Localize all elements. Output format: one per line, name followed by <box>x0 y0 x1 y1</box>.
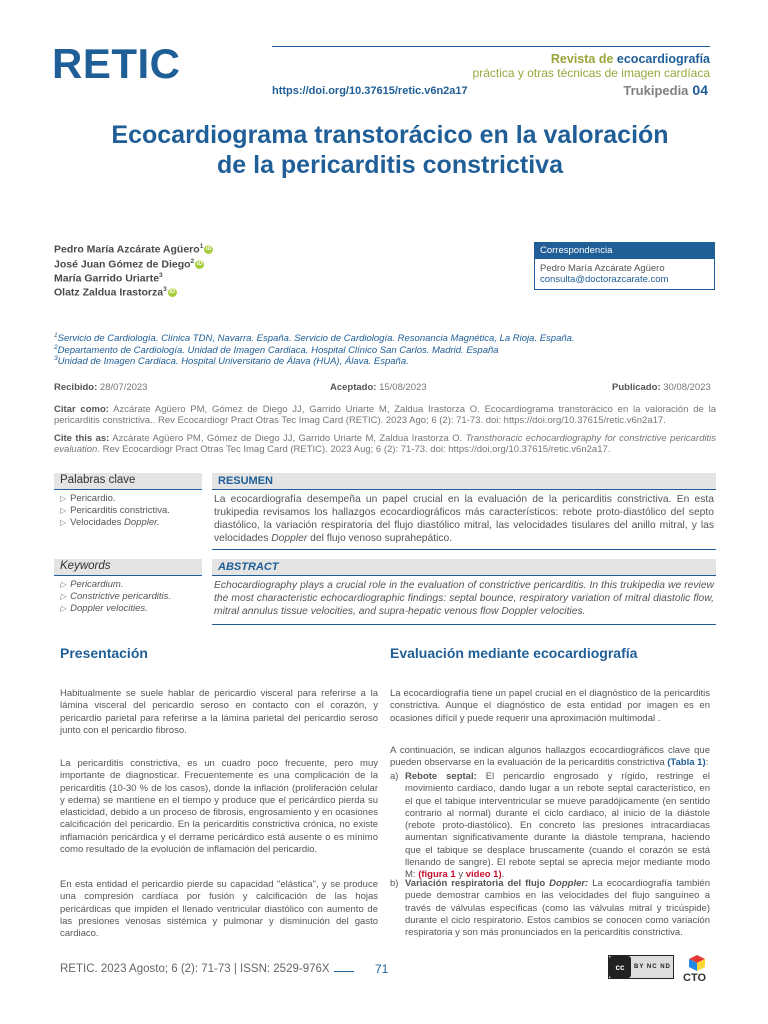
triangle-bullet-icon: ▷ <box>60 580 67 589</box>
author-name: María Garrido Uriarte <box>54 272 160 285</box>
title-line-1: Ecocardiograma transtorácico en la valoración <box>111 121 669 149</box>
resumen-header: RESUMEN <box>212 473 716 490</box>
author-name: Pedro María Azcárate Agüero <box>54 243 200 256</box>
cite-en-text: Azcárate Agüero PM, Gómez de Diego JJ, Garrido Uriarte M, Zaldua Irastorza O. <box>112 433 466 444</box>
p2-colon: : <box>705 757 709 769</box>
triangle-bullet-icon: ▷ <box>60 604 67 613</box>
author-2 <box>54 258 204 271</box>
resumen-rule <box>212 549 716 550</box>
cite-spanish <box>54 404 716 426</box>
list-marker-b: b) <box>390 878 399 889</box>
footer-citation: RETIC. 2023 Agosto; 6 (2): 71-73 | ISSN: 2529-976X <box>60 963 330 975</box>
journal-title <box>551 52 710 66</box>
author-4 <box>54 286 177 299</box>
journal-name: ecocardiografía <box>616 52 710 66</box>
list-marker-a: a) <box>390 771 399 782</box>
right-paragraph-2 <box>390 745 710 770</box>
heading-presentacion: Presentación <box>60 645 148 661</box>
cite-en-title: Transthoracic echocardiography for constrictive pericarditis evaluation <box>54 433 716 455</box>
correspondence-box <box>534 242 715 290</box>
publisher-name: CTO <box>683 972 707 984</box>
keyword-item <box>60 517 160 528</box>
journal-logo: RETIC <box>52 40 181 87</box>
keyword-text: Pericardio. <box>70 493 116 504</box>
figure-1-link[interactable]: (figura 1 <box>418 869 456 881</box>
right-paragraph-1: La ecocardiografía tiene un papel crucial en el diagnóstico de la pericarditis constrictiva. Aunque el diagnóstico de esta entidad por imagen es en ocasiones difícil y puede requerir una aproximación multimodal . <box>390 688 710 724</box>
resumen-italic: Doppler <box>271 533 308 544</box>
keyword-italic: Doppler. <box>124 517 160 528</box>
affiliation-num: 1 <box>54 332 58 339</box>
accepted-value: 15/08/2023 <box>379 382 427 393</box>
published-value: 30/08/2023 <box>663 382 711 393</box>
triangle-bullet-icon: ▷ <box>60 506 67 515</box>
affiliation-text: Departamento de Cardiología. Unidad de Imagen Cardiaca. Hospital Clínico San Carlos. Madrid. España <box>57 345 499 357</box>
keyword-text: Constrictive pericarditis. <box>70 591 171 602</box>
creative-commons-license-icon[interactable] <box>608 955 674 979</box>
keyword-text: Velocidades <box>70 517 125 528</box>
published-date <box>612 382 711 393</box>
table-1-link[interactable]: (Tabla 1) <box>667 757 706 769</box>
correspondence-name: Pedro María Azcárate Agüero <box>540 263 665 274</box>
keyword-item <box>60 493 116 504</box>
correspondence-label: Correspondencia <box>535 243 714 259</box>
triangle-bullet-icon: ▷ <box>60 518 67 527</box>
cite-english <box>54 433 716 455</box>
cc-logo-icon: cc <box>609 956 631 978</box>
license-terms: BY NC ND <box>634 964 671 970</box>
orcid-icon[interactable]: iD <box>169 289 176 296</box>
received-date <box>54 382 147 393</box>
published-label: Publicado: <box>612 382 661 393</box>
item-a-text: El pericardio engrosado y rígido, restringe el movimiento cardiaco, dando lugar a un rebote septal característico, en el que el tabique interventricular se mueve paradójicamente (en sentido contrario al normal) durante el ciclo cardiaco, al inicio de la diástole (rebote proto-diastólico). En concreto las presiones intracardiacas aumentan significativamente durante la diástole temprana, haciendo que el tabique se desplace bruscamente (cuando el corazón se está llenando de sangre). El rebote septal se aprecia mejor mediante modo M: <box>405 771 710 881</box>
affiliation-text: Servicio de Cardiología. Clínica TDN, Navarra. España. Servicio de Cardiología. Resonancia Magnética, La Rioja. España. <box>57 333 575 345</box>
item-a-end: . <box>501 869 505 881</box>
affiliation-num: 3 <box>54 355 58 362</box>
item-b-title: Variación respiratoria del flujo <box>405 878 550 889</box>
item-b-text: La ecocardiografía también puede demostrar cambios en las velocidades del flujo sanguíneo a través de válvulas específicas (como las válvulas mitral y tricúspide) durante el ciclo respiratorio. Estos cambios se conocen como variación respiratoria y son más pronunciados en la pericarditis constrictiva. <box>405 878 710 939</box>
keyword-text: Pericarditis constrictiva. <box>70 505 170 516</box>
cite-en-text-2: . Rev Ecocardiogr Pract Otras Tec Imag Card (RETIC). 2023 Aug; 6 (2): 71-73. doi: https://doi.org/10.37615/retic.v6n2a17. <box>97 444 611 455</box>
author-3 <box>54 272 163 285</box>
keywords-es-header: Palabras clave <box>54 473 202 490</box>
left-paragraph-2: La pericarditis constrictiva, es un cuadro poco frecuente, pero muy importante de diagnosticar. Frecuentemente es una complicación de la pericarditis (10-30 % de los casos), donde la inflación (proliferación celular y edema) se mantiene en el tiempo y produce que el pericárdico pierda su elasticidad, debido a un proceso de fibrosis, engrosamiento y en ocasiones calcificación del pericardio. En la pericarditis constrictiva crónica, no existe inflamación pericárdica y el derrame pericárdico está ausente o es mínimo como resultado de la evolución de inflamación del pericardio. <box>60 758 378 856</box>
received-value: 28/07/2023 <box>99 382 148 393</box>
keyword-item <box>60 603 148 614</box>
left-paragraph-3: En esta entidad el pericardio pierde su capacidad "elástica", y se produce una compresión cardíaca por fusión y calcificación de las hojas pericárdicas que impiden el llenado ventricular diastólico con aumento de las presiones venosas sistémica y pulmonar y disminución del gasto cardiaco. <box>60 879 378 940</box>
keyword-text: Doppler velocities. <box>70 603 148 614</box>
abstract-rule <box>212 624 716 625</box>
affiliation-num: 2 <box>54 344 58 351</box>
keyword-item <box>60 505 170 516</box>
received-label: Recibido: <box>54 382 98 393</box>
abstract-text: Echocardiography plays a crucial role in the evaluation of constrictive pericarditis. In this trukipedia we review the most characteristic echocardiographic findings: septal bounce, respiratory variation of mitral diastolic flow, mitral annulus tissue velocities, and supra-hepatic venous flow Doppler velocities. <box>214 580 714 617</box>
item-a-and: y <box>455 869 466 881</box>
accepted-label: Aceptado: <box>330 382 377 393</box>
journal-prefix: Revista de <box>550 52 617 66</box>
resumen-body: La ecocardiografía desempeña un papel crucial en la evaluación de la pericarditis constrictiva. En esta trukipedia revisamos los hallazgos ecocardiográficos más característicos: rebote proto-diastólico del septo diastólico, la variación respiratoria del flujo diastólico mitral, las velocidades tisulares del anillo mitral, y las velocidades <box>214 494 714 544</box>
affiliation-text: Unidad de Imagen Cardiaca. Hospital Universitario de Álava (HUA), Álava. España. <box>57 356 409 368</box>
keyword-item <box>60 579 123 590</box>
author-aff: 3 <box>159 272 163 279</box>
accepted-date <box>330 382 427 393</box>
author-aff: 3 <box>163 286 167 293</box>
cite-es-label: Citar como: <box>54 404 109 415</box>
heading-evaluacion: Evaluación mediante ecocardiografía <box>390 645 638 661</box>
author-1 <box>54 243 213 256</box>
section-name: Trukipedia <box>623 83 689 98</box>
author-aff: 1 <box>199 243 204 250</box>
article-title <box>60 120 720 180</box>
list-item-a <box>405 771 710 882</box>
author-name: José Juan Gómez de Diego <box>54 258 191 271</box>
footer-dash <box>334 971 354 972</box>
keyword-text: Pericardium. <box>70 579 124 590</box>
abstract-header: ABSTRACT <box>212 559 716 576</box>
header-rule <box>272 46 710 47</box>
section-label <box>623 82 708 98</box>
cite-en-label: Cite this as: <box>54 433 110 444</box>
affiliation-1 <box>54 332 575 344</box>
video-1-link[interactable]: vídeo 1) <box>465 869 502 881</box>
p2-text: A continuación, se indican algunos hallazgos ecocardiográficos clave que pueden observarse en la evaluación de la pericarditis constrictiva <box>390 745 710 769</box>
affiliation-3 <box>54 355 409 367</box>
title-line-2: de la pericarditis constrictiva <box>217 151 563 179</box>
keyword-item <box>60 591 171 602</box>
correspondence-email[interactable]: consulta@doctorazcarate.com <box>540 274 669 285</box>
resumen-body-2: del flujo venoso suprahepático. <box>307 533 453 544</box>
keywords-en-header: Keywords <box>54 559 202 576</box>
item-b-title-italic: Doppler: <box>549 878 589 889</box>
left-paragraph-1: Habitualmente se suele hablar de pericardio visceral para referirse a la lámina visceral del pericardio seroso en contacto con el corazón, y pericardio parietal para referirse a la lámina parietal del pericardio seroso junto con el pericardio fibroso. <box>60 688 378 736</box>
resumen-text <box>214 493 714 545</box>
page-number: 71 <box>375 962 389 976</box>
triangle-bullet-icon: ▷ <box>60 494 67 503</box>
item-a-title: Rebote septal: <box>405 771 477 782</box>
triangle-bullet-icon: ▷ <box>60 592 67 601</box>
orcid-icon[interactable]: iD <box>205 246 212 253</box>
author-name: Olatz Zaldua Irastorza <box>54 286 164 299</box>
doi-link[interactable]: https://doi.org/10.37615/retic.v6n2a17 <box>272 85 468 97</box>
orcid-icon[interactable]: iD <box>196 261 203 268</box>
cite-es-text: Azcárate Agüero PM, Gómez de Diego JJ, Garrido Uriarte M, Zaldua Irastorza O. Ecocardiograma transtorácico en la valoración de la pericarditis constrictiva.. Rev Ecocardiogr Pract Otras Tec Imag Card (RETIC). 2023 Ago; 6 (2): 71-73. doi: https://doi.org/10.37615/retic.v6n2a17. <box>54 404 716 426</box>
author-aff: 2 <box>190 258 195 265</box>
list-item-b <box>405 878 710 939</box>
journal-subtitle: práctica y otras técnicas de imagen cardíaca <box>472 66 710 80</box>
section-number: 04 <box>692 82 708 98</box>
